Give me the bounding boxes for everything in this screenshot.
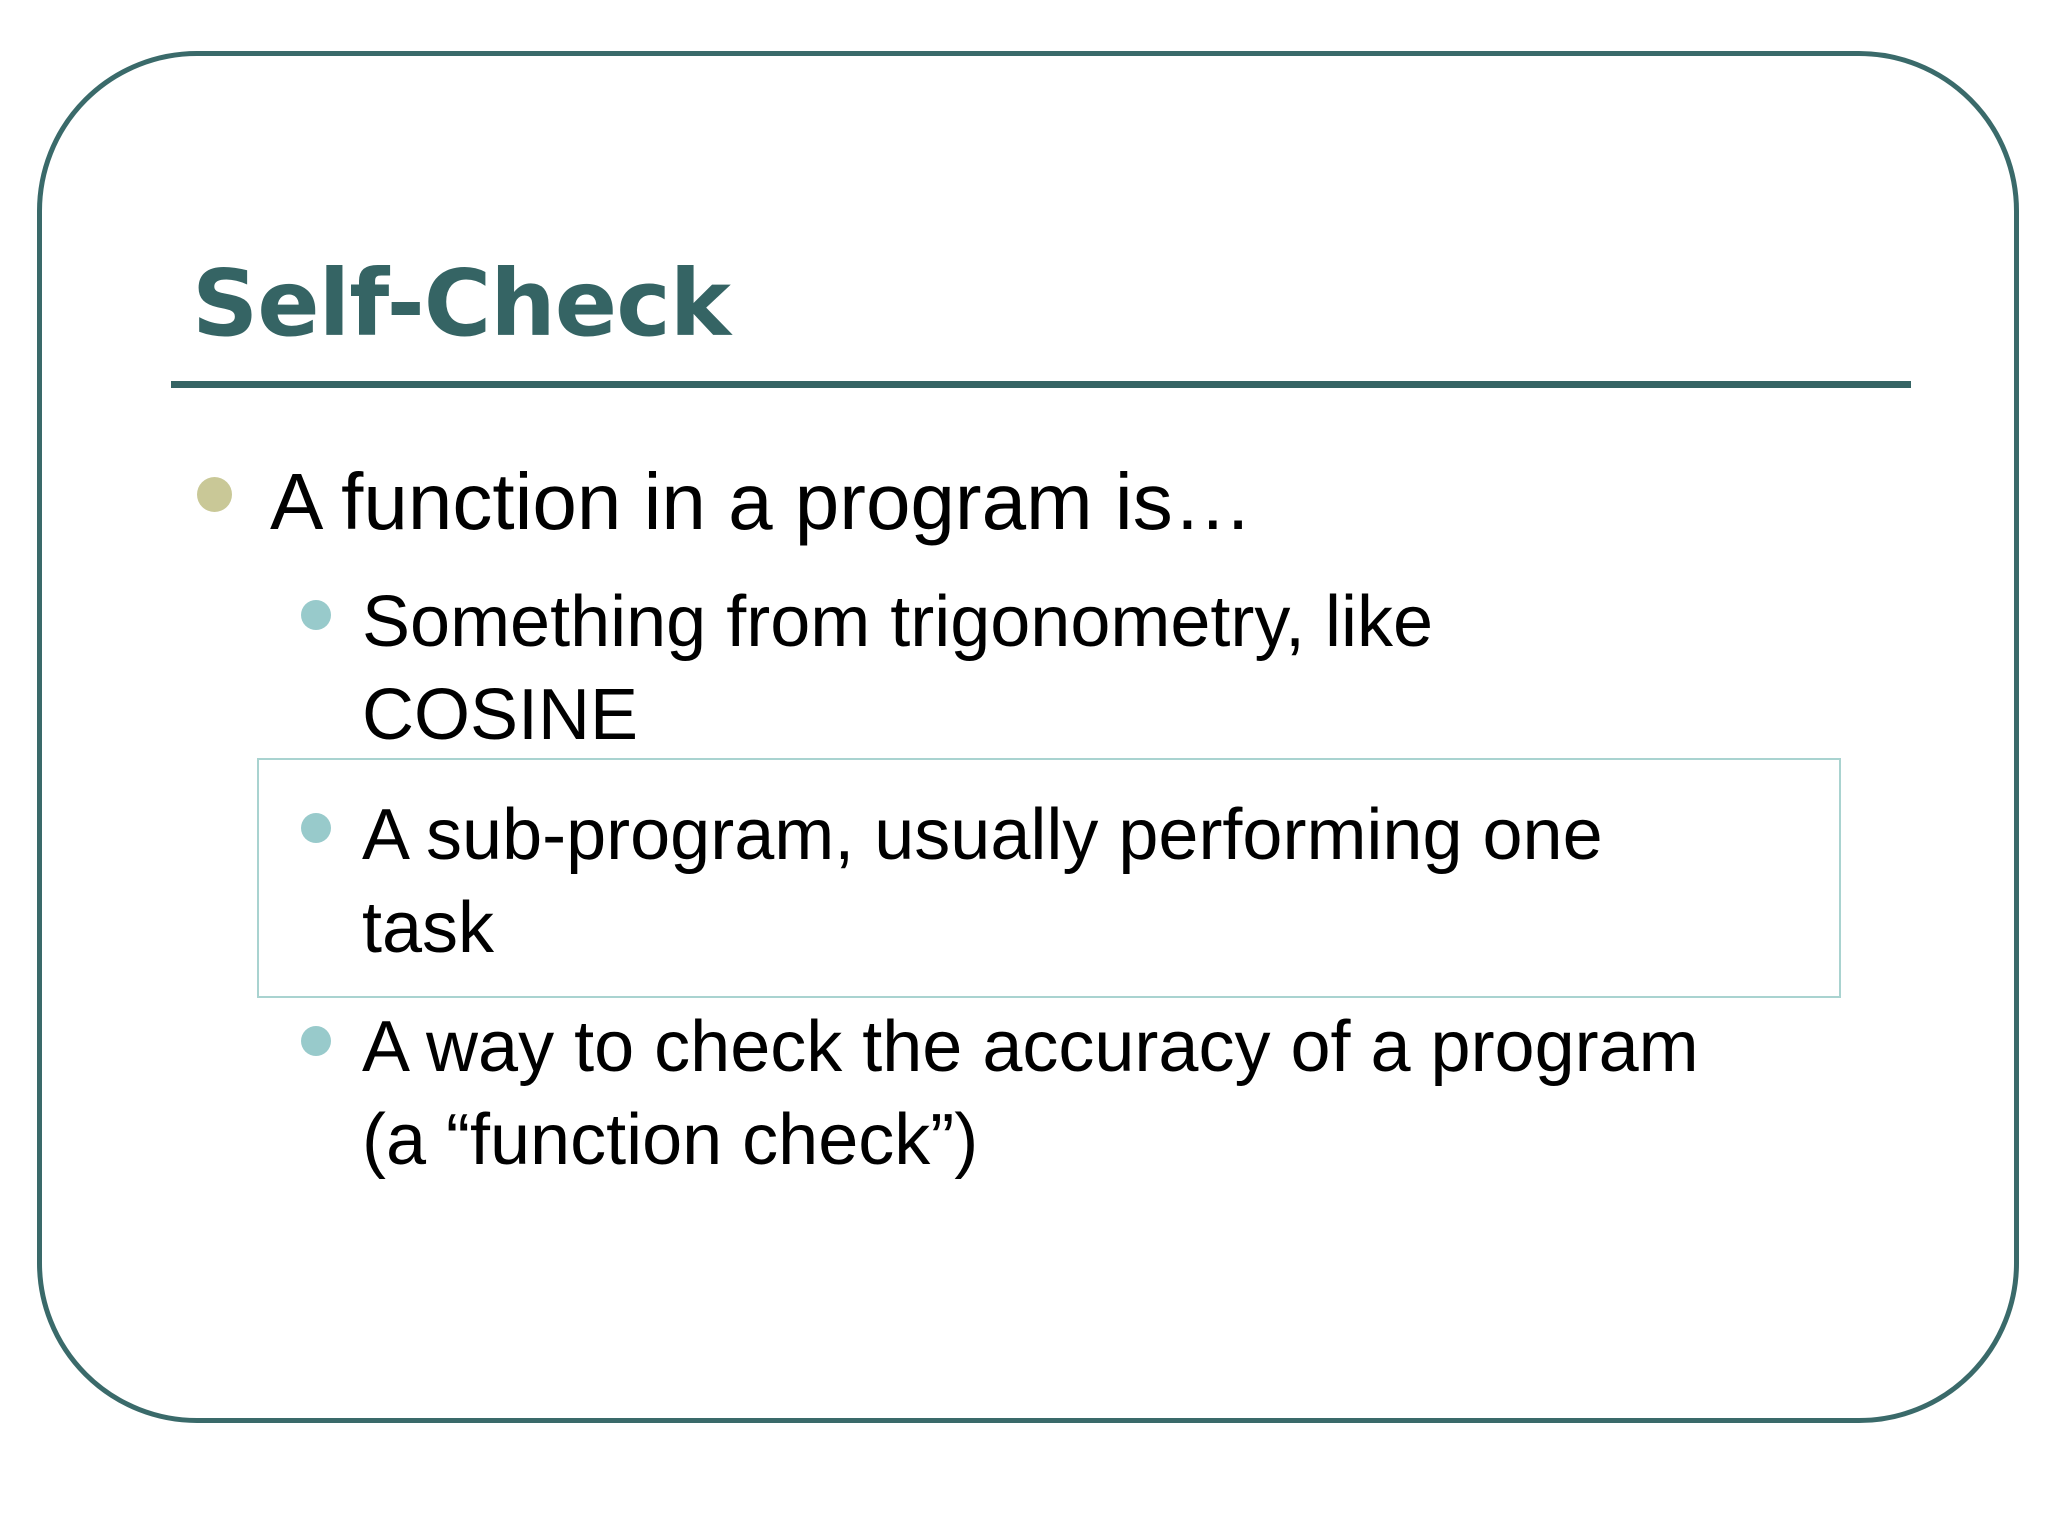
title-underline [171,381,1911,388]
answer-option-3-line-2: (a “function check”) [362,1100,979,1180]
answer-option-1[interactable] [362,576,1433,762]
bullet-dot-icon [197,477,232,512]
question-text: A function in a program is… [270,457,1253,546]
answer-option-3-line-1: A way to check the accuracy of a program [362,1007,1699,1087]
bullet-dot-icon [301,813,331,843]
slide-title: Self-Check [192,250,730,357]
answer-option-1-line-2: COSINE [362,675,639,755]
answer-option-3[interactable] [362,1001,1699,1187]
answer-option-2[interactable] [362,789,1603,975]
answer-option-1-line-1: Something from trigonometry, like [362,582,1434,662]
bullet-dot-icon [301,600,331,630]
bullet-dot-icon [301,1026,331,1056]
answer-option-2-line-2: task [362,888,495,968]
answer-option-2-line-1: A sub-program, usually performing one [362,795,1603,875]
